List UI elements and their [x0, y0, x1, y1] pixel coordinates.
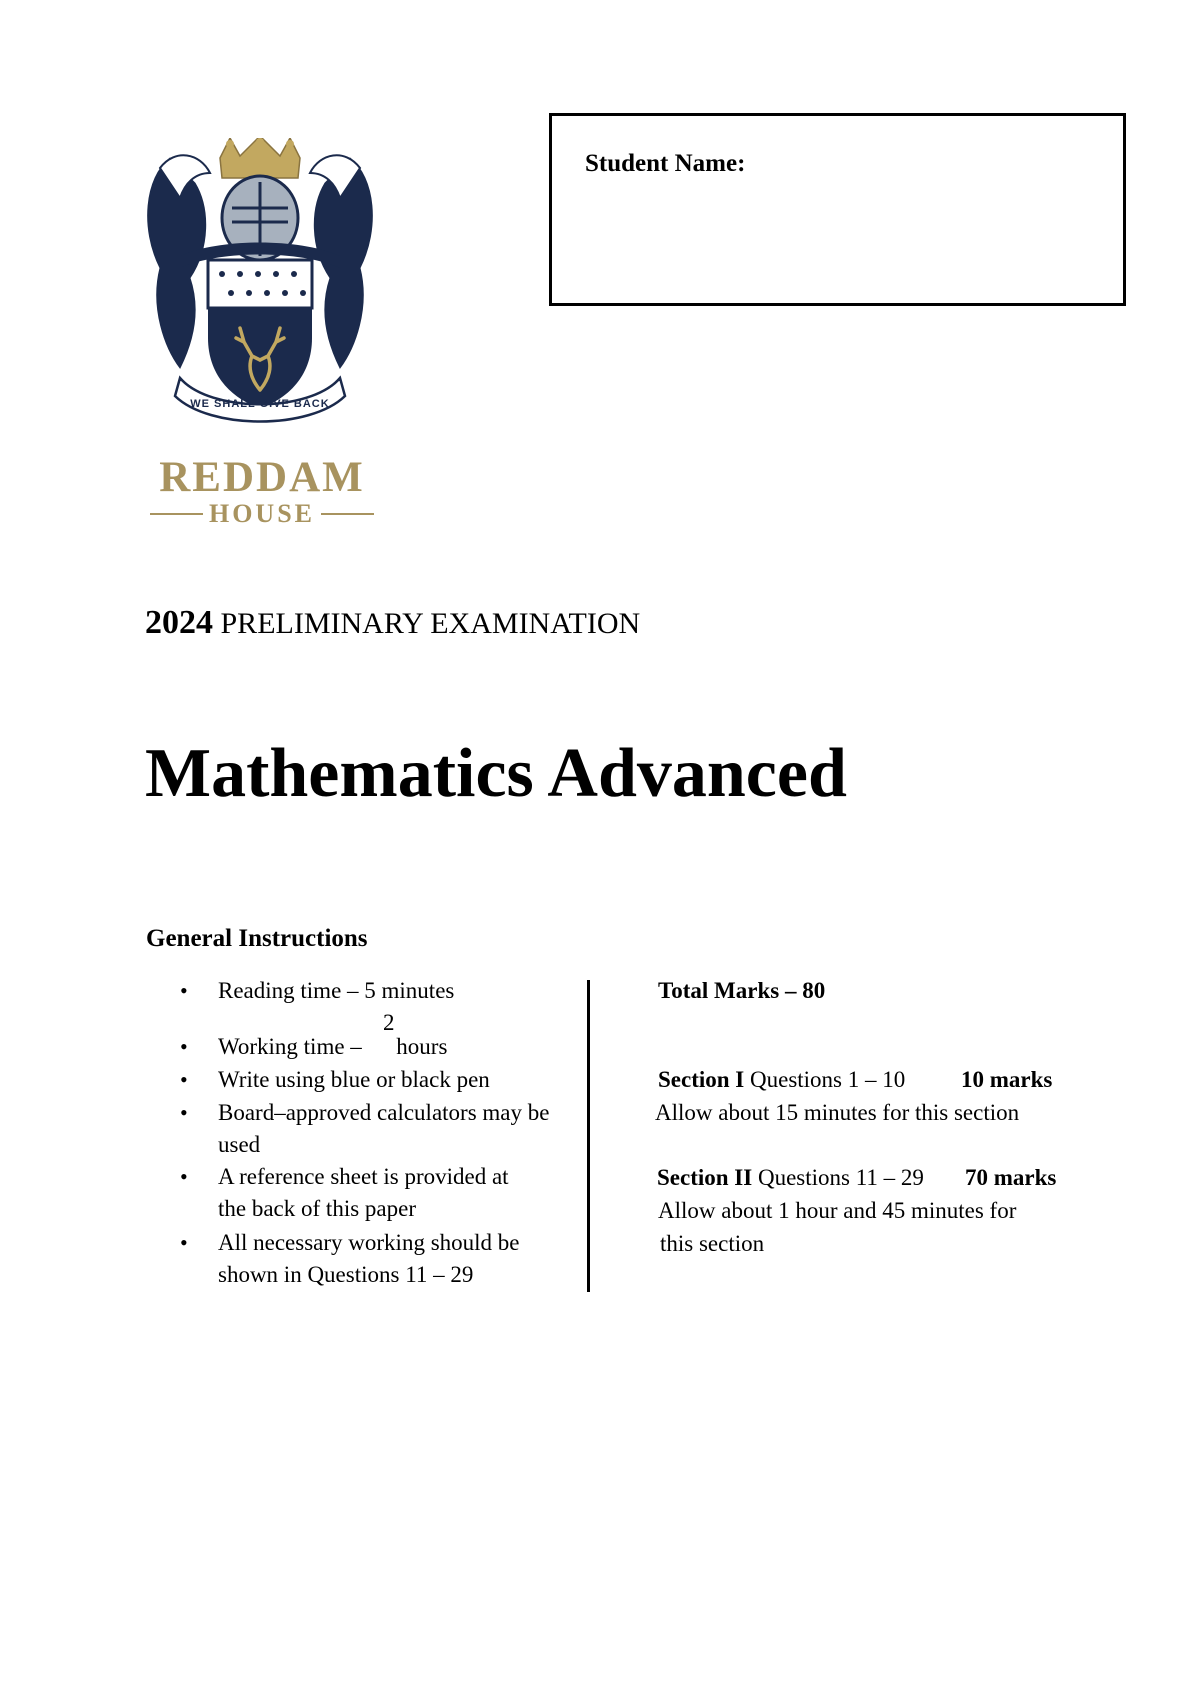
brand-name: REDDAM: [159, 454, 365, 501]
instruction-text: Reading time – 5 minutes: [218, 978, 455, 1003]
subject-title: Mathematics Advanced: [145, 735, 847, 812]
instruction-text: Working time – hours: [218, 1034, 448, 1059]
brand-rule-left: [150, 513, 203, 515]
section-1-questions: Questions 1 – 10: [750, 1067, 906, 1092]
column-divider: [587, 980, 590, 1292]
brand-subtitle-text: HOUSE: [208, 499, 316, 528]
exam-title: PRELIMINARY EXAMINATION: [220, 607, 641, 640]
instruction-text: Board–approved calculators may be used: [218, 1100, 550, 1157]
exam-heading: [145, 606, 640, 640]
instruction-text: A reference sheet is provided at the back of this paper: [218, 1164, 509, 1221]
instruction-text: Write using blue or black pen: [218, 1067, 490, 1092]
section-2-note-line-2: this section: [660, 1231, 765, 1256]
bullet-icon: •: [180, 1230, 188, 1255]
reddam-house-crest-icon: [140, 138, 380, 438]
section-2-name: Section II: [657, 1165, 753, 1190]
instruction-text: All necessary working should be shown in Questions 11 – 29: [218, 1230, 520, 1287]
section-2-marks: 70 marks: [965, 1165, 1057, 1190]
fraction-numerator: 2: [383, 1010, 395, 1035]
bullet-icon: •: [180, 1100, 188, 1125]
section-2-row: [657, 1162, 1067, 1194]
exam-year: 2024: [145, 604, 213, 641]
section-1-marks: 10 marks: [961, 1067, 1053, 1092]
bullet-icon: •: [180, 978, 188, 1003]
crest-motto: WE SHALL GIVE BACK: [190, 398, 330, 410]
bullet-icon: •: [180, 1034, 188, 1059]
brand-rule-right: [321, 513, 374, 515]
section-1-name: Section I: [658, 1067, 745, 1092]
bullet-icon: •: [180, 1164, 188, 1189]
student-name-box[interactable]: [549, 113, 1126, 306]
brand-subtitle: [144, 501, 380, 527]
section-1-note: Allow about 15 minutes for this section: [655, 1100, 1020, 1125]
general-instructions-heading: General Instructions: [146, 925, 368, 952]
student-name-label: Student Name:: [585, 150, 746, 177]
section-2-questions: Questions 11 – 29: [757, 1165, 924, 1190]
bullet-icon: •: [180, 1067, 188, 1092]
section-1-row: [658, 1064, 1068, 1096]
total-marks: Total Marks – 80: [658, 978, 826, 1003]
section-2-note-line-1: Allow about 1 hour and 45 minutes for: [658, 1198, 1017, 1223]
